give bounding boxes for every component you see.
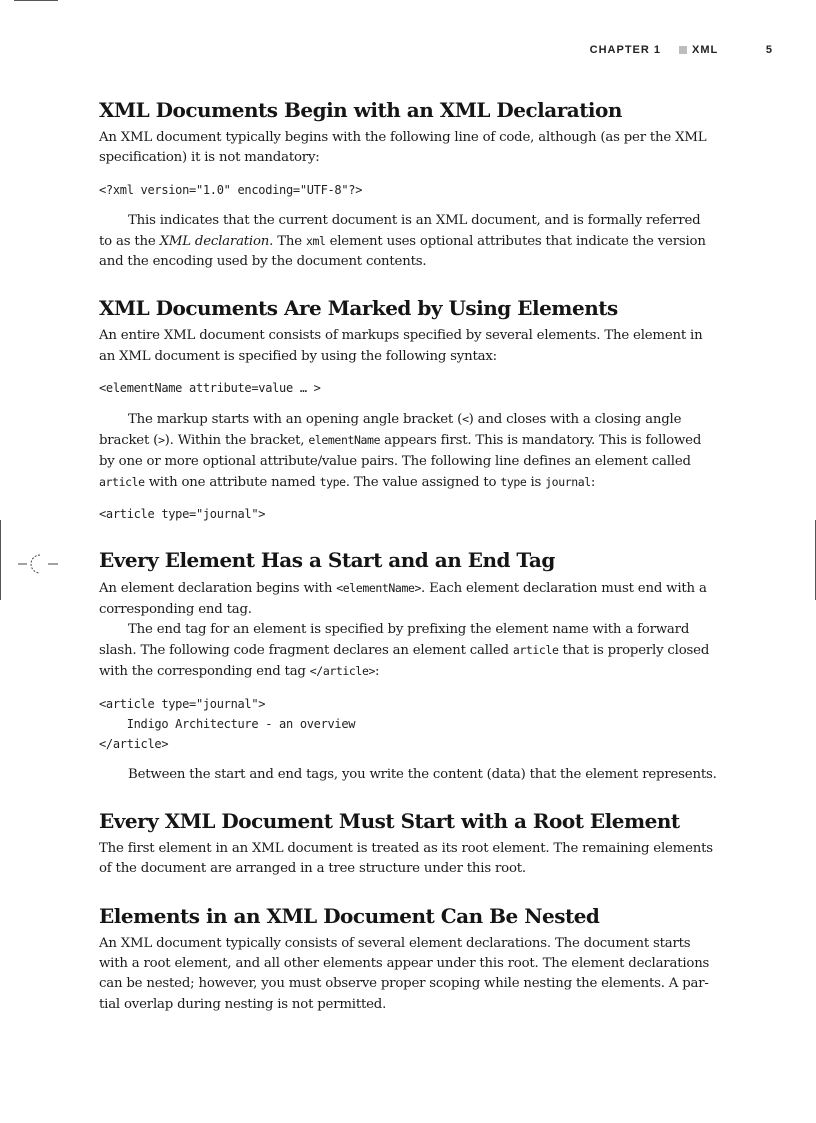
crop-mark-left-upper xyxy=(0,520,1,600)
paragraph: This indicates that the current document is an XML document, and is formally referred to as the XML declaration. The xml element uses optional attributes that indicate the version and the encoding used by the document contents. xyxy=(99,212,706,270)
code-block xyxy=(99,694,717,754)
inline-code: article xyxy=(99,474,145,489)
inline-code: journal xyxy=(545,474,591,489)
crop-mark-top-left xyxy=(14,0,58,1)
section-heading-declaration: XML Documents Begin with an XML Declaration xyxy=(99,98,622,122)
paragraph: An XML document typically consists of several element declarations. The document starts with a root element, and all other elements appear under this root. The element declarations can be nested; however, you must observe proper scoping while nesting the elements. A par- tial overlap during nesting is not permitted. xyxy=(99,935,710,1012)
running-head xyxy=(0,44,816,58)
section-heading-root: Every XML Document Must Start with a Root Element xyxy=(99,809,680,834)
page-number: 5 xyxy=(765,44,773,56)
inline-code: </article> xyxy=(309,664,376,679)
paragraph: Between the start and end tags, you write the content (data) that the element represents. xyxy=(128,766,717,782)
inline-code: article xyxy=(512,643,559,658)
section-heading-elements: XML Documents Are Marked by Using Elements xyxy=(99,296,618,321)
code-block: <article type="journal"> xyxy=(99,507,266,522)
registration-mark-icon xyxy=(18,552,62,576)
page-body xyxy=(99,96,717,1015)
separator-square-icon xyxy=(679,46,687,54)
inline-code: xml xyxy=(305,233,326,248)
section-heading-nested: Elements in an XML Document Can Be Nested xyxy=(99,903,600,928)
paragraph: An XML document typically begins with the following line of code, although (as per the XML specification) it is not mandatory: xyxy=(99,130,707,166)
inline-code: <elementName> xyxy=(336,581,422,596)
emphasis: XML declaration xyxy=(159,233,270,249)
paragraph: The first element in an XML document is treated as its root element. The remaining elements of the document are arranged in a tree structure under this root. xyxy=(99,841,713,877)
paragraph: The markup starts with an opening angle bracket (<) and closes with a closing angle bracket (>). Within the bracket, elementName appears first. This is mandatory. This is followed by one or more optional attribute/value pairs. The following line defines an element called article with one attribute named type. The value assigned to type is journal: xyxy=(99,412,702,490)
inline-code: type xyxy=(319,474,346,489)
code-line: <article type="journal"> xyxy=(99,696,266,711)
paragraph: An element declaration begins with <elementName>. Each element declaration must end with a corresponding end tag. xyxy=(99,581,707,617)
code-line: </article> xyxy=(99,736,169,751)
chapter-label: CHAPTER 1 xyxy=(589,44,661,56)
code-block: <?xml version="1.0" encoding="UTF-8"?> xyxy=(99,182,363,197)
section-heading-tags: Every Element Has a Start and an End Tag xyxy=(99,548,555,573)
chapter-topic: XML xyxy=(692,44,719,56)
code-block: <elementName attribute=value … > xyxy=(99,381,321,396)
inline-code: elementName xyxy=(308,433,381,448)
inline-code: type xyxy=(500,474,527,489)
paragraph: An entire XML document consists of markups specified by several elements. The element in an XML document is specified by using the following syntax: xyxy=(99,328,703,364)
code-line: Indigo Architecture - an overview xyxy=(99,716,356,731)
paragraph: The end tag for an element is specified by prefixing the element name with a forward slash. The following code fragment declares an element called article that is properly closed with the corresponding end tag </article>: xyxy=(99,621,710,680)
